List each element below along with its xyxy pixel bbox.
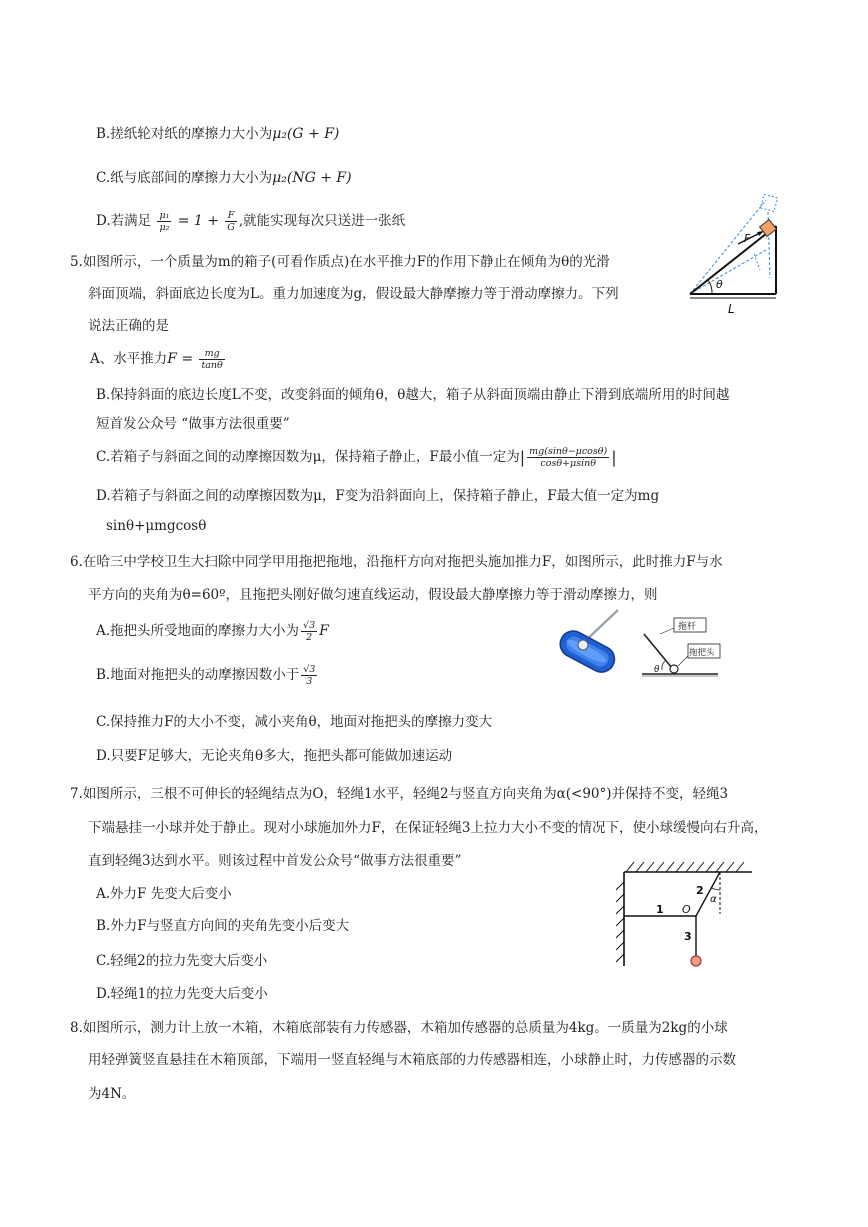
q7-fig-label-alpha: α (710, 894, 717, 905)
q6-mop-photo (552, 608, 628, 684)
q5-stem-line-1: 5.如图所示，一个质量为m的箱子(可看作质点)在水平推力F的作用下静止在倾角为θ的光滑 (70, 254, 610, 270)
q5-fraction-c: $\frac{mg(\sin\theta-\mu\cos\theta)}{\cos\theta+\mu\sin\theta}$ (529, 446, 608, 469)
q4-option-c: C.纸与底部间的摩擦力大小为μ₂(NG + F) (96, 170, 352, 186)
q4-option-d: D.若满足 $\frac{\text{μ₁}}{\text{μ₂}}$ = 1 + $\frac{F}{G}$ ,就能实现每次只送进一张纸 (96, 210, 406, 233)
q8-stem-line-2: 用轻弹簧竖直悬挂在木箱顶部，下端用一竖直轻绳与木箱底部的力传感器相连，小球静止时，力传感器的示数 (88, 1052, 736, 1068)
q6-stem-line-2: 平方向的夹角为θ=60º，且拖把头刚好做匀速直线运动，假设最大静摩擦力等于滑动摩擦力，则 (88, 587, 658, 603)
q6-mop-diagram (638, 614, 722, 680)
q7-rope-figure (612, 852, 758, 974)
q8-stem-line-3: 为4N。 (88, 1086, 136, 1102)
q7-option-d: D.轻绳1的拉力先变大后变小 (96, 986, 268, 1002)
q4-option-b-formula: μ₂(G + F) (272, 126, 340, 142)
q4-fraction-fg: $\frac{F}{G}$ (227, 210, 235, 233)
q7-option-b: B.外力F与竖直方向间的夹角先变小后变大 (96, 918, 350, 934)
q7-fig-label-3: 3 (684, 930, 692, 943)
q7-stem-line-1: 7.如图所示，三根不可伸长的轻绳结点为O，轻绳1水平，轻绳2与竖直方向夹角为α(<90°)并保持不变，轻绳3 (70, 786, 729, 802)
q5-option-b-line-2: 短首发公众号 “做事方法很重要” (96, 416, 290, 432)
q6-fraction-a: $\frac{√3}{2}$ (303, 620, 316, 643)
q7-fig-label-o: O (682, 903, 691, 916)
q5-option-b-line-1: B.保持斜面的底边长度L不变，改变斜面的倾角θ，θ越大，箱子从斜面顶端由静止下滑到底端所用的时间越 (96, 387, 730, 403)
q4-option-b: B.搓纸轮对纸的摩擦力大小为μ₂(G + F) (96, 126, 340, 142)
q6-fraction-b: $\frac{√3}{3}$ (303, 664, 316, 687)
q5-incline-figure (688, 192, 786, 316)
q7-option-c: C.轻绳2的拉力先变大后变小 (96, 953, 268, 969)
q6-option-d: D.只要F足够大，无论夹角θ多大，拖把头都可能做加速运动 (96, 748, 453, 764)
q5-option-d-line-1: D.若箱子与斜面之间的动摩擦因数为μ，F变为沿斜面向上，保持箱子静止，F最大值一定为mg (96, 488, 660, 504)
q4-option-c-formula: μ₂(NG + F) (272, 170, 352, 186)
q6-option-b: B.地面对拖把头的动摩擦因数小于 $\frac{√3}{3}$ (96, 664, 316, 687)
q7-fig-label-2: 2 (696, 884, 704, 897)
q5-option-a: A、水平推力F = $\frac{mg}{\tan\theta}$ (90, 348, 223, 371)
q6-option-c: C.保持推力F的大小不变，减小夹角θ，地面对拖把头的摩擦力变大 (96, 714, 493, 730)
q5-stem-line-2: 斜面顶端，斜面底边长度为L。重力加速度为g，假设最大静摩擦力等于滑动摩擦力。下列 (88, 286, 619, 302)
q6-fig-label-head: 拖把头 (689, 648, 715, 658)
q6-fig-label-rod: 拖杆 (678, 622, 697, 632)
q6-stem-line-1: 6.在哈三中学校卫生大扫除中同学甲用拖把拖地，沿拖杆方向对拖把头施加推力F，如图所示，此时推力F与水 (70, 554, 723, 570)
q5-fig-label-f: F (744, 232, 751, 245)
q7-stem-line-3: 直到轻绳3达到水平。则该过程中首发公众号“做事方法很重要” (88, 853, 462, 869)
q8-stem-line-1: 8.如图所示，测力计上放一木箱，木箱底部装有力传感器，木箱加传感器的总质量为4kg。一质量为2kg的小球 (70, 1020, 728, 1036)
q6-option-a: A.拖把头所受地面的摩擦力大小为 $\frac{√3}{2}$ F (96, 620, 329, 643)
q5-fig-label-theta: θ (716, 278, 723, 291)
q5-fraction-a: $\frac{mg}{\tan\theta}$ (201, 348, 223, 371)
q7-option-a: A.外力F 先变大后变小 (96, 886, 232, 902)
q5-option-c: C.若箱子与斜面之间的动摩擦因数为μ，保持箱子静止，F最小值一定为| $\frac{mg(\sin\theta-\mu\cos\theta)}{\cos\theta+\mu\sin\theta}$ | (96, 446, 617, 469)
q7-stem-line-2: 下端悬挂一小球并处于静止。现对小球施加外力F，在保证轻绳3上拉力大小不变的情况下，使小球缓慢向右升高， (88, 820, 768, 836)
q7-fig-label-1: 1 (656, 903, 664, 916)
q4-fraction-mu: $\frac{\text{μ₁}}{\text{μ₂}}$ (159, 210, 170, 233)
q5-fig-label-l: L (728, 302, 735, 316)
q5-option-d-line-2: sinθ+μmgcosθ (106, 518, 207, 534)
q6-fig-label-theta: θ (654, 665, 660, 675)
q5-stem-line-3: 说法正确的是 (88, 318, 169, 334)
